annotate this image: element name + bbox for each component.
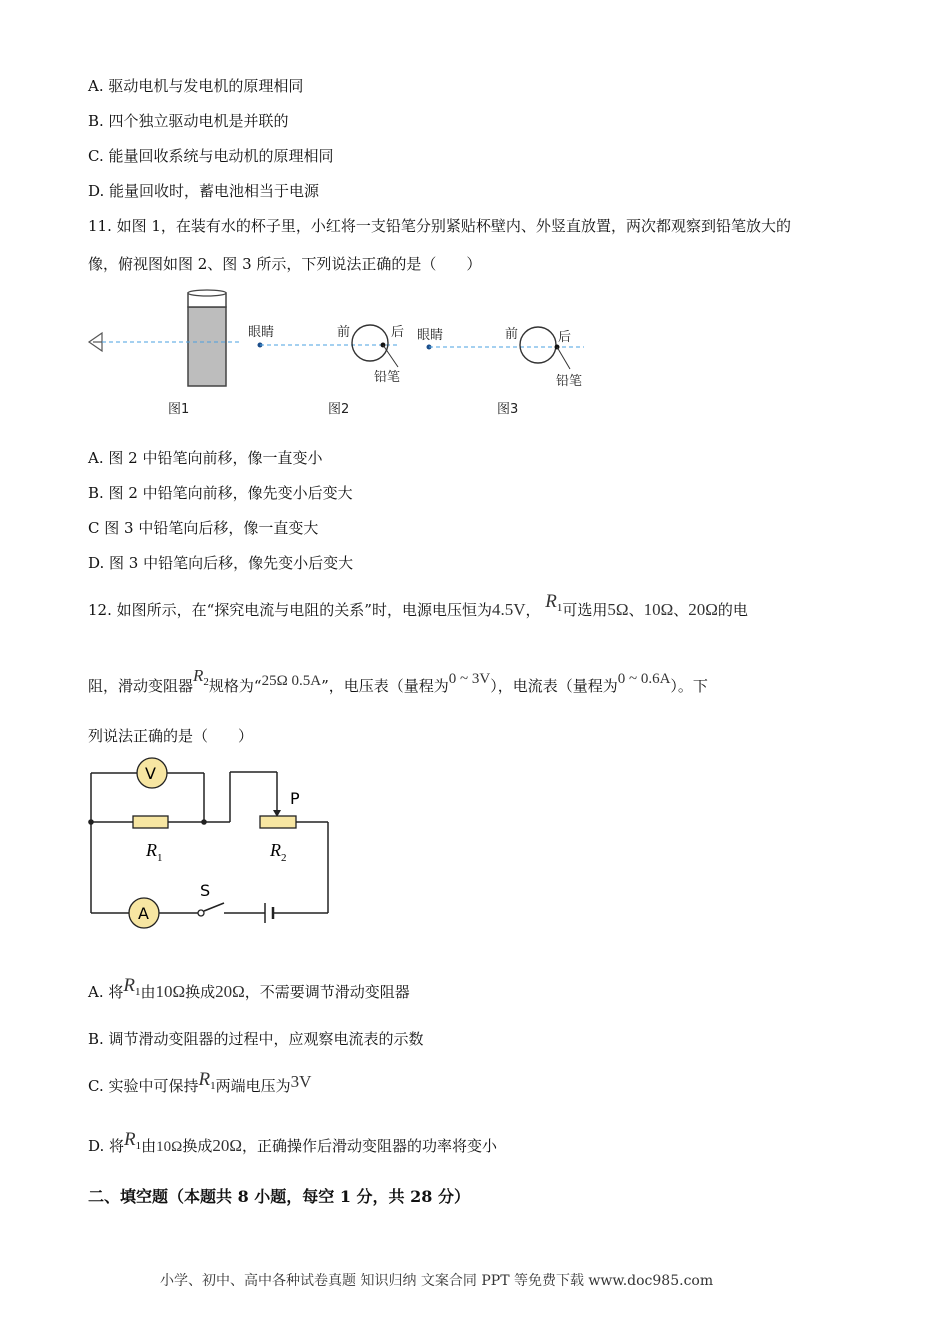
r2-subscript: 2 — [281, 852, 287, 864]
footer-text: 小学、初中、高中各种试卷真题 知识归纳 文案合同 PPT 等免费下载 www.doc985.com — [160, 1273, 714, 1289]
r2-label: R — [270, 840, 281, 860]
svg-text:R1 — [145, 840, 163, 864]
q12-option-b: B. 调节滑动变阻器的过程中，应观察电流表的示数 — [88, 1030, 424, 1048]
q11-option-a: A. 图 2 中铅笔向前移，像一直变小 — [88, 449, 323, 467]
eye-icon — [89, 333, 102, 351]
fig3-pencil-label: 铅笔 — [556, 374, 583, 389]
fig2-caption: 图2 — [328, 402, 350, 417]
fig3-eye-label: 眼睛 — [417, 328, 444, 343]
q11-stem-line1: 11. 如图 1，在装有水的杯子里，小红将一支铅笔分别紧贴杯壁内、外竖直放置，两次都观察到铅笔放大的 — [88, 217, 791, 235]
fig3-cup-circle — [520, 327, 556, 363]
q10-option-a: A. 驱动电机与发电机的原理相同 — [88, 77, 304, 95]
q10-option-b: B. 四个独立驱动电机是并联的 — [88, 112, 289, 130]
fig2-front-label: 前 — [337, 325, 351, 340]
fig3-back-label: 后 — [558, 330, 572, 345]
q12-stem-line3: 列说法正确的是（ ） — [88, 727, 254, 745]
q12-circuit — [80, 755, 350, 935]
section-title: 二、填空题（本题共 8 小题，每空 1 分，共 28 分） — [88, 1187, 470, 1206]
r1-subscript: 1 — [157, 852, 163, 864]
q12-stem-line2: 阻，滑动变阻器$R^2$规格为“25Ω 0.5A”，电压表（量程为0 ~ 3V），电流表（量程为0 ~ 0.6A）。下 — [88, 666, 708, 695]
q11-figure — [80, 285, 600, 420]
r1-label: R — [146, 840, 157, 860]
fig3-pencil-pointer — [557, 347, 570, 369]
q12-option-a: A. 将R1由10Ω换成20Ω，不需要调节滑动变阻器 — [88, 975, 410, 1001]
q10-option-c: C. 能量回收系统与电动机的原理相同 — [88, 147, 334, 165]
q11-option-b: B. 图 2 中铅笔向前移，像先变小后变大 — [88, 484, 353, 502]
q10-option-d: D. 能量回收时，蓄电池相当于电源 — [88, 182, 320, 200]
switch-pivot — [198, 910, 204, 916]
resistor-r2 — [260, 816, 296, 828]
water-cup — [188, 290, 226, 386]
svg-text:R2 — [269, 840, 287, 864]
fig3-caption: 图3 — [497, 402, 519, 417]
junction-mid — [201, 819, 207, 825]
fig3-front-label: 前 — [505, 327, 519, 342]
q12-option-c: C. 实验中可保持R1两端电压为3V — [88, 1069, 312, 1095]
fig2-pencil-label: 铅笔 — [374, 370, 401, 385]
q11-stem-line2: 像，俯视图如图 2、图 3 所示，下列说法正确的是（ ） — [88, 255, 482, 273]
resistor-r1 — [133, 816, 168, 828]
q11-option-c: C 图 3 中铅笔向后移，像一直变大 — [88, 519, 319, 537]
switch-label: S — [200, 881, 211, 900]
q12-stem-line1: 12. 如图所示，在“探究电流与电阻的关系”时，电源电压恒为4.5V， $R^1$可选用5Ω、10Ω、20Ω的电 — [88, 591, 748, 619]
q11-option-d: D. 图 3 中铅笔向后移，像先变小后变大 — [88, 554, 354, 572]
voltmeter-label: V — [145, 764, 156, 783]
slider-label: P — [290, 789, 300, 808]
junction-left — [88, 819, 94, 825]
fig2-back-label: 后 — [391, 325, 405, 340]
fig1-caption: 图1 — [168, 402, 190, 417]
fig2-eye-label: 眼睛 — [248, 325, 275, 340]
fig2-pencil-pointer — [383, 345, 398, 367]
q12-option-d: D. 将R1由10Ω换成20Ω，正确操作后滑动变阻器的功率将变小 — [88, 1129, 497, 1155]
ammeter-label: A — [138, 904, 149, 923]
